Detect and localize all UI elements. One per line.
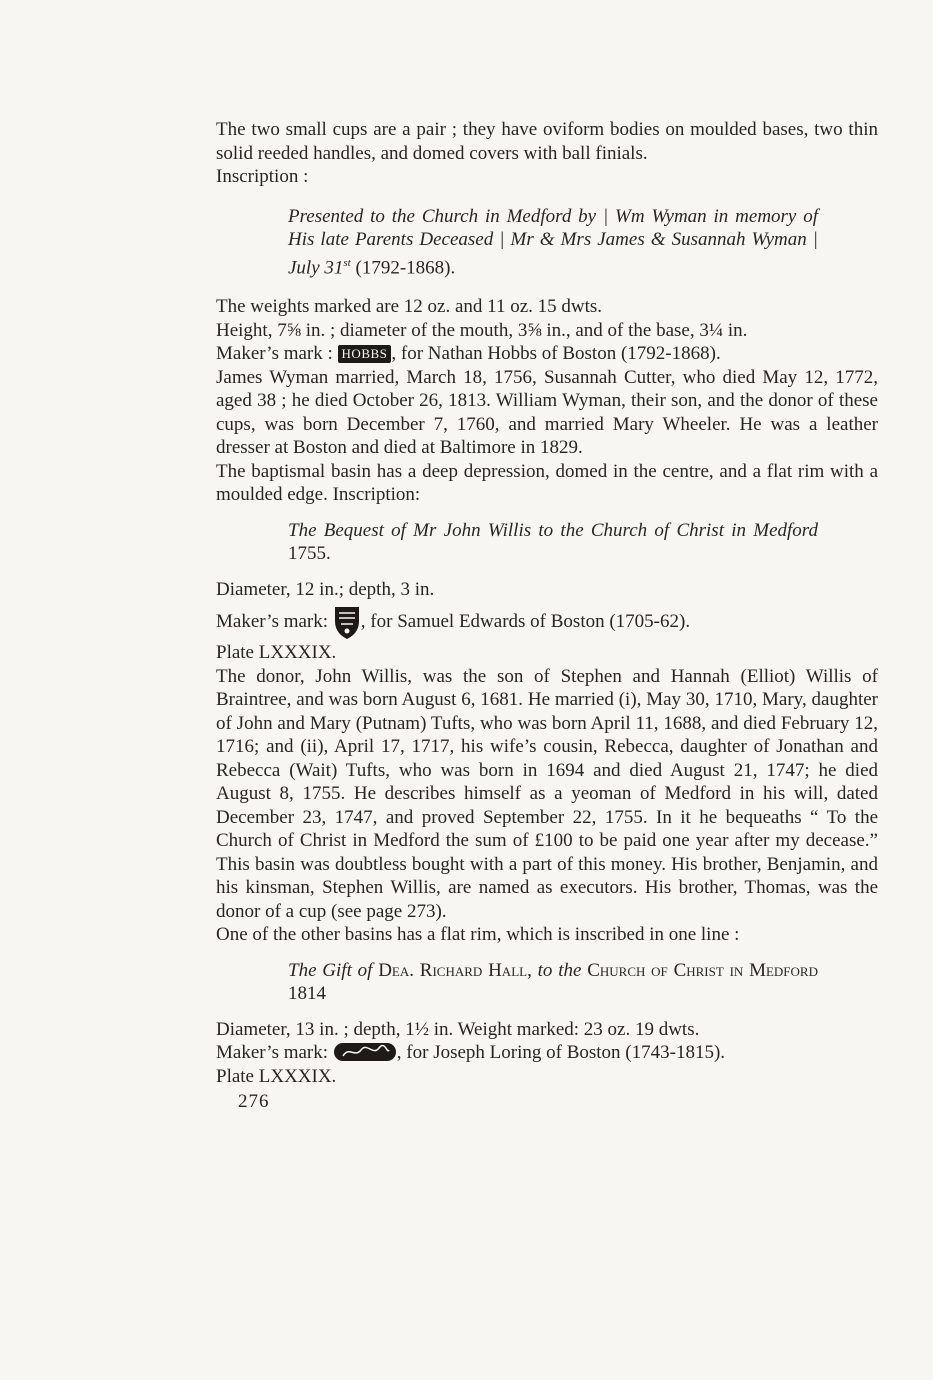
inscription-hall-basin: The Gift of Dea. Richard Hall, to the Church of Christ in Medford 1814 (288, 959, 818, 1005)
inscription-label: Inscription : (216, 166, 309, 187)
page-number: 276 (238, 1091, 270, 1113)
paragraph-hall-basin-dimensions: Diameter, 13 in. ; depth, 1½ in. Weight marked: 23 oz. 19 dwts. (216, 1018, 700, 1040)
paragraph-other-basins: One of the other basins has a flat rim, which is inscribed in one line : (216, 924, 740, 946)
makers-mark-loring: Maker’s mark: , for Joseph Loring of Boston (1743-1815). (216, 1042, 726, 1064)
plate-reference-1: Plate LXXXIX. (216, 642, 337, 664)
paragraph-dimensions: Height, 7⅝ in. ; diameter of the mouth, 3⅝ in., and of the base, 3¼ in. (216, 319, 748, 341)
paragraph-weights: The weights marked are 12 oz. and 11 oz. 15 dwts. (216, 296, 603, 318)
paragraph-baptismal-basin: The baptismal basin has a deep depression, domed in the centre, and a flat rim with a moulded edge. Inscription: (216, 460, 878, 506)
paragraph-cups-description: The two small cups are a pair ; they have oviform bodies on moulded bases, two thin solid reeded handles, and domed covers with ball finials. (216, 119, 878, 164)
inscription-cups: Presented to the Church in Medford by | Wm Wyman in memory of His late Parents Deceased | Mr & Mrs James & Susannah Wyman | July 31st (1792-1868). (288, 205, 818, 278)
inscription-basin: The Bequest of Mr John Willis to the Church of Christ in Medford 1755. (288, 519, 818, 565)
paragraph-john-willis: The donor, John Willis, was the son of Stephen and Hannah (Elliot) Willis of Braintree, and was born August 6, 1681. He married (i), May 30, 1710, Mary, daughter of John and Mary (Putnam) Tufts, who was born April 11, 1688, and died February 12, 1716; and (ii), April 17, 1717, his wife’s cousin, Rebecca, daughter of Jonathan and Rebecca (Wait) Tufts, who was born in 1694 and died August 21, 1747; he died August 8, 1755. He describes himself as a yeoman of Medford in his will, dated December 23, 1747, and proved September 22, 1755. In it he bequeaths “ To the Church of Christ in Medford the sum of £100 to be paid one year after my decease.” This basin was doubtless bought with a part of this money. His brother, Benjamin, and his kinsman, Stephen Willis, are named as executors. His brother, Thomas, was the donor of a cup (see page 273). (216, 665, 878, 922)
paragraph-wyman-family: James Wyman married, March 18, 1756, Susannah Cutter, who died May 12, 1772, aged 38 ; he died October 26, 1813. William Wyman, their son, and the donor of these cups, was born December 7, 1760, and married Mary Wheeler. He was a leather dresser at Boston and died at Baltimore in 1829. (216, 366, 878, 459)
plate-reference-2: Plate LXXXIX. (216, 1065, 337, 1087)
loring-oval-mark-icon (333, 1042, 397, 1062)
hobbs-mark-stamp: HOBBS (338, 345, 392, 363)
makers-mark-edwards: Maker’s mark: , for Samuel Edwards of Boston (1705-62). (216, 605, 878, 641)
page-body (216, 118, 878, 1114)
paragraph-basin-dimensions: Diameter, 12 in.; depth, 3 in. (216, 578, 435, 600)
makers-mark-hobbs: Maker’s mark : HOBBS , for Nathan Hobbs of Boston (1792-1868). (216, 343, 721, 365)
edwards-shield-mark-icon (333, 605, 361, 641)
